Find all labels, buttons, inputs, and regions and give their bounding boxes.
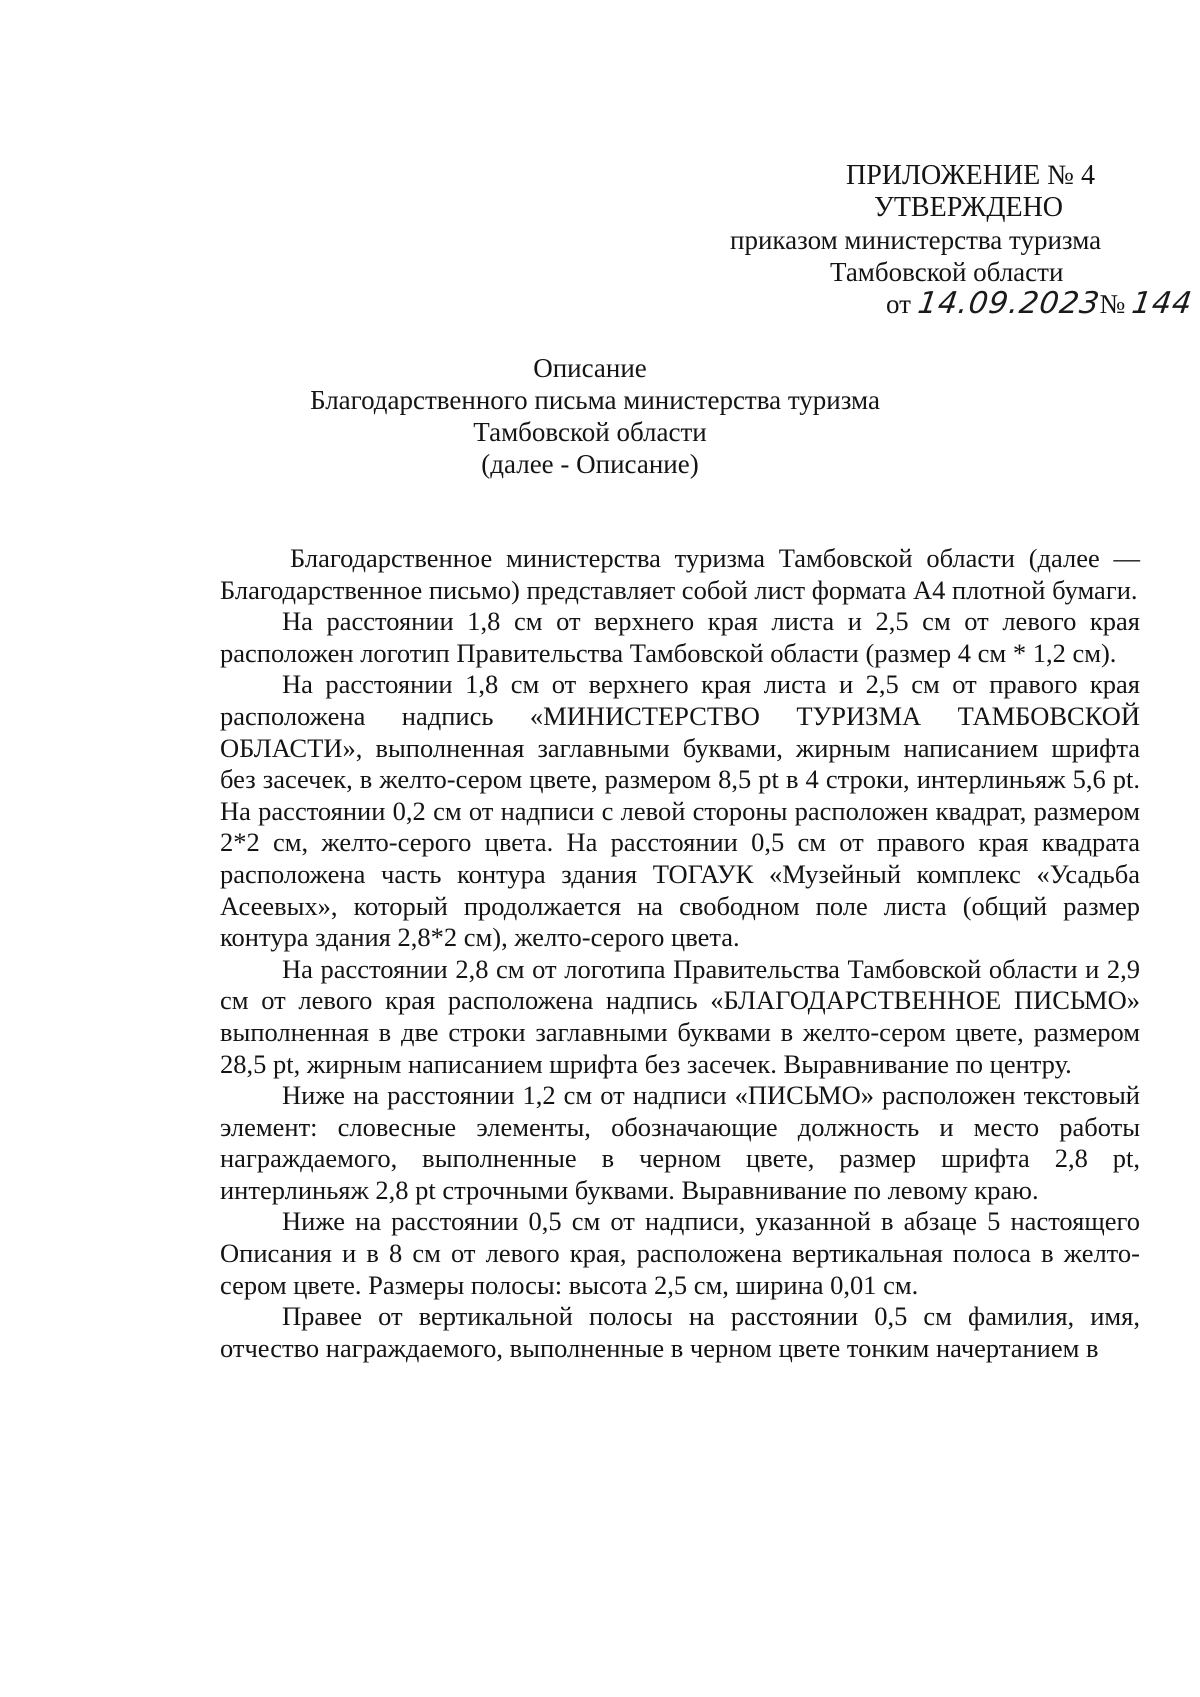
title-line-1: Описание bbox=[533, 353, 647, 383]
order-date-line bbox=[700, 286, 1195, 322]
paragraph-4: На расстоянии 2,8 см от логотипа Правительства Тамбовской области и 2,9 см от левого края расположена надпись «БЛАГОДАРСТВЕННОЕ ПИСЬМО» выполненная в две строки заглавными буквами в желто-сером цвете, размером 28,5 pt, жирным написанием шрифта без засечек. Выравнивание по центру. bbox=[220, 953, 1140, 1079]
title-line-3: Тамбовской области bbox=[473, 417, 707, 447]
number-sign: № bbox=[1099, 289, 1126, 319]
title-line-2: Благодарственного письма министерства туризма bbox=[310, 385, 880, 415]
document-body bbox=[220, 543, 1140, 1364]
title-line-4: (далее - Описание) bbox=[481, 449, 699, 479]
approved-stamp-text: УТВЕРЖДЕНО bbox=[874, 192, 1064, 223]
appendix-header bbox=[700, 160, 1195, 322]
order-line: приказом министерства туризма bbox=[730, 225, 1102, 255]
handwritten-date: 14.09.2023 bbox=[915, 286, 1103, 321]
paragraph-3: На расстоянии 1,8 см от верхнего края листа и 2,5 см от правого края расположена надпись «МИНИСТЕРСТВО ТУРИЗМА ТАМБОВСКОЙ ОБЛАСТИ», выполненная заглавными буквами, жирным написанием шрифта без засечек, в желто-сером цвете, размером 8,5 pt в 4 строки, интерлиньяж 5,6 pt. На расстоянии 0,2 см от надписи с левой стороны расположен квадрат, размером 2*2 см, желто-серого цвета. На расстоянии 0,5 см от правого края квадрата расположена часть контура здания ТОГАУК «Музейный комплекс «Усадьба Асеевых», который продолжается на свободном поле листа (общий размер контура здания 2,8*2 см), желто-серого цвета. bbox=[220, 669, 1140, 953]
handwritten-number: 144 bbox=[1129, 286, 1195, 321]
document-title bbox=[0, 352, 1180, 480]
paragraph-2: На расстоянии 1,8 см от верхнего края листа и 2,5 см от левого края расположен логотип Правительства Тамбовской области (размер 4 см * 1,2 см). bbox=[220, 606, 1140, 668]
from-prefix: от bbox=[886, 289, 911, 319]
paragraph-1: Благодарственное министерства туризма Тамбовской области (далее — Благодарственное письмо) представляет собой лист формата А4 плотной бумаги. bbox=[220, 543, 1140, 605]
appendix-number: ПРИЛОЖЕНИЕ № 4 bbox=[846, 160, 1095, 191]
paragraph-6: Ниже на расстоянии 0,5 см от надписи, указанной в абзаце 5 настоящего Описания и в 8 см от левого края, расположена вертикальная полоса в желто-сером цвете. Размеры полосы: высота 2,5 см, ширина 0,01 см. bbox=[220, 1206, 1140, 1300]
paragraph-7: Правее от вертикальной полосы на расстоянии 0,5 см фамилия, имя, отчество награждаемого, выполненные в черном цвете тонким начертанием в bbox=[220, 1301, 1140, 1363]
paragraph-5: Ниже на расстоянии 1,2 см от надписи «ПИСЬМО» расположен текстовый элемент: словесные элементы, обозначающие должность и место работы награждаемого, выполненные в черном цвете, размер шрифта 2,8 pt, интерлиньяж 2,8 pt строчными буквами. Выравнивание по левому краю. bbox=[220, 1080, 1140, 1205]
region-line: Тамбовской области bbox=[830, 257, 1064, 287]
